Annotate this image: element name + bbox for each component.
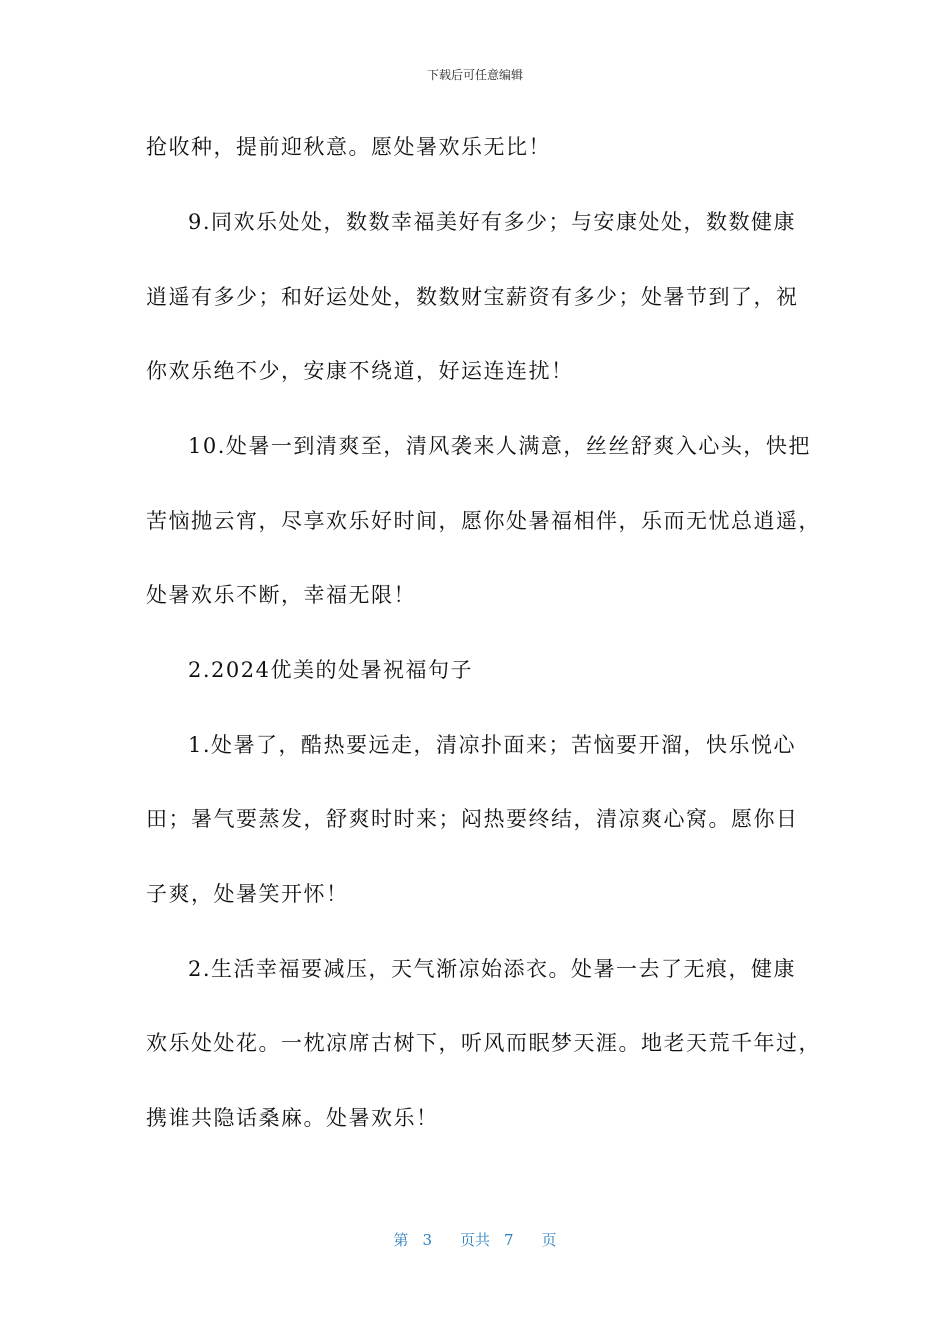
paragraph-line: 苦恼抛云宵，尽享欢乐好时间，愿你处暑福相伴，乐而无忧总逍遥， [146, 509, 821, 533]
page-number-footer [0, 1229, 950, 1250]
paragraph-line: 逍遥有多少；和好运处处，数数财宝薪资有多少；处暑节到了，祝 [146, 285, 799, 309]
paragraph-line: 2.生活幸福要减压，天气渐凉始添衣。处暑一去了无痕，健康 [188, 957, 797, 981]
page-suffix: 页 [541, 1231, 557, 1249]
paragraph-line: 田；暑气要蒸发，舒爽时时来；闷热要终结，清凉爽心窝。愿你日 [146, 807, 799, 831]
page-prefix: 第 [393, 1231, 409, 1249]
page-current: 3 [422, 1231, 432, 1249]
paragraph-line: 处暑欢乐不断，幸福无限！ [146, 583, 416, 607]
paragraph-line: 10.处暑一到清爽至，清风袭来人满意，丝丝舒爽入心头，快把 [188, 434, 811, 458]
paragraph-line: 携谁共隐话桑麻。处暑欢乐！ [146, 1106, 439, 1130]
paragraph-line: 抢收种，提前迎秋意。愿处暑欢乐无比！ [146, 135, 551, 159]
paragraph-line: 欢乐处处花。一枕凉席古树下，听风而眠梦天涯。地老天荒千年过， [146, 1031, 821, 1055]
paragraph-line: 子爽，处暑笑开怀！ [146, 882, 349, 906]
paragraph-line: 你欢乐绝不少，安康不绕道，好运连连扰！ [146, 359, 574, 383]
page-total: 7 [504, 1231, 514, 1249]
paragraph-line: 1.处暑了，酷热要远走，清凉扑面来；苦恼要开溜，快乐悦心 [188, 733, 797, 757]
header-note: 下载后可任意编辑 [426, 68, 523, 82]
page-middle: 页共 [459, 1231, 490, 1249]
paragraph-line: 9.同欢乐处处，数数幸福美好有多少；与安康处处，数数健康 [188, 210, 797, 234]
section-heading: 2.2024优美的处暑祝福句子 [188, 658, 473, 682]
